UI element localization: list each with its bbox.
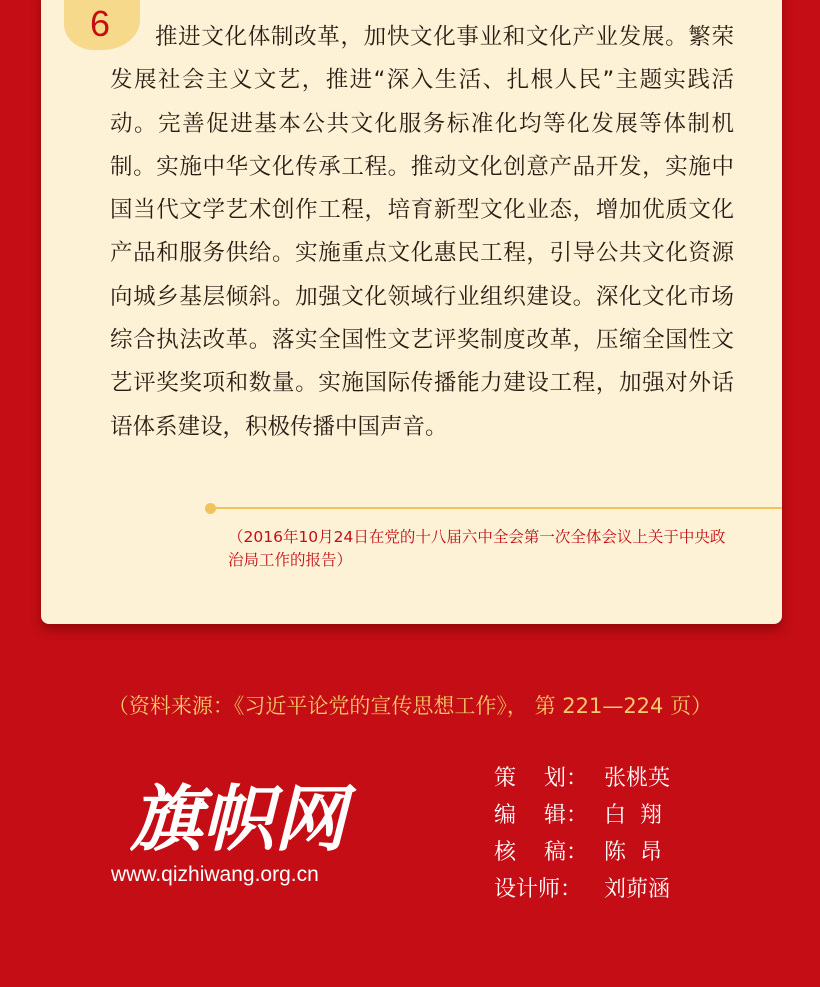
logo-calligraphy-text: 旗帜网 [130,776,347,860]
credit-role: 设计师： [494,877,583,902]
badge-number: 6 [89,3,111,44]
credit-row [494,834,794,871]
divider-line [211,507,782,509]
article-paragraph: 推进文化体制改革，加快文化事业和文化产业发展。繁荣发展社会主义文艺，推进“深入生活、扎根人民”主题实践活动。完善促进基本公共文化服务标准化均等化发展等体制机制。实施中华文化传承工程。推动文化创意产品开发，实施中国当代文学艺术创作工程，培育新型文化业态，增加优质文化产品和服务供给。实施重点文化惠民工程，引导公共文化资源向城乡基层倾斜。加强文化领域行业组织建设。深化文化市场综合执法改革。落实全国性文艺评奖制度改革，压缩全国性文艺评奖奖项和数量。实施国际传播能力建设工程，加强对外话语体系建设，积极传播中国声音。 [110,24,734,440]
credit-row [494,797,794,834]
credit-row [494,760,794,797]
credit-row [494,871,794,908]
credits-list [494,760,794,908]
credit-role: 核 稿： [494,840,588,865]
credit-name: 白 翔 [604,803,662,828]
credit-role: 编 辑： [494,803,588,828]
site-url: www.qizhiwang.org.cn [111,863,319,886]
citation-text: （2016年10月24日在党的十八届六中全会第一次全体会议上关于中央政治局工作的报告） [228,528,726,569]
source-note: （资料来源：《习近平论党的宣传思想工作》， 第 221—224 页） [107,694,713,718]
credit-name: 张桃英 [604,766,671,791]
credit-role: 策 划： [494,766,588,791]
credit-name: 刘茆涵 [604,877,671,902]
credit-name: 陈 昂 [604,840,662,865]
calligraphy-logo-icon [130,774,380,860]
